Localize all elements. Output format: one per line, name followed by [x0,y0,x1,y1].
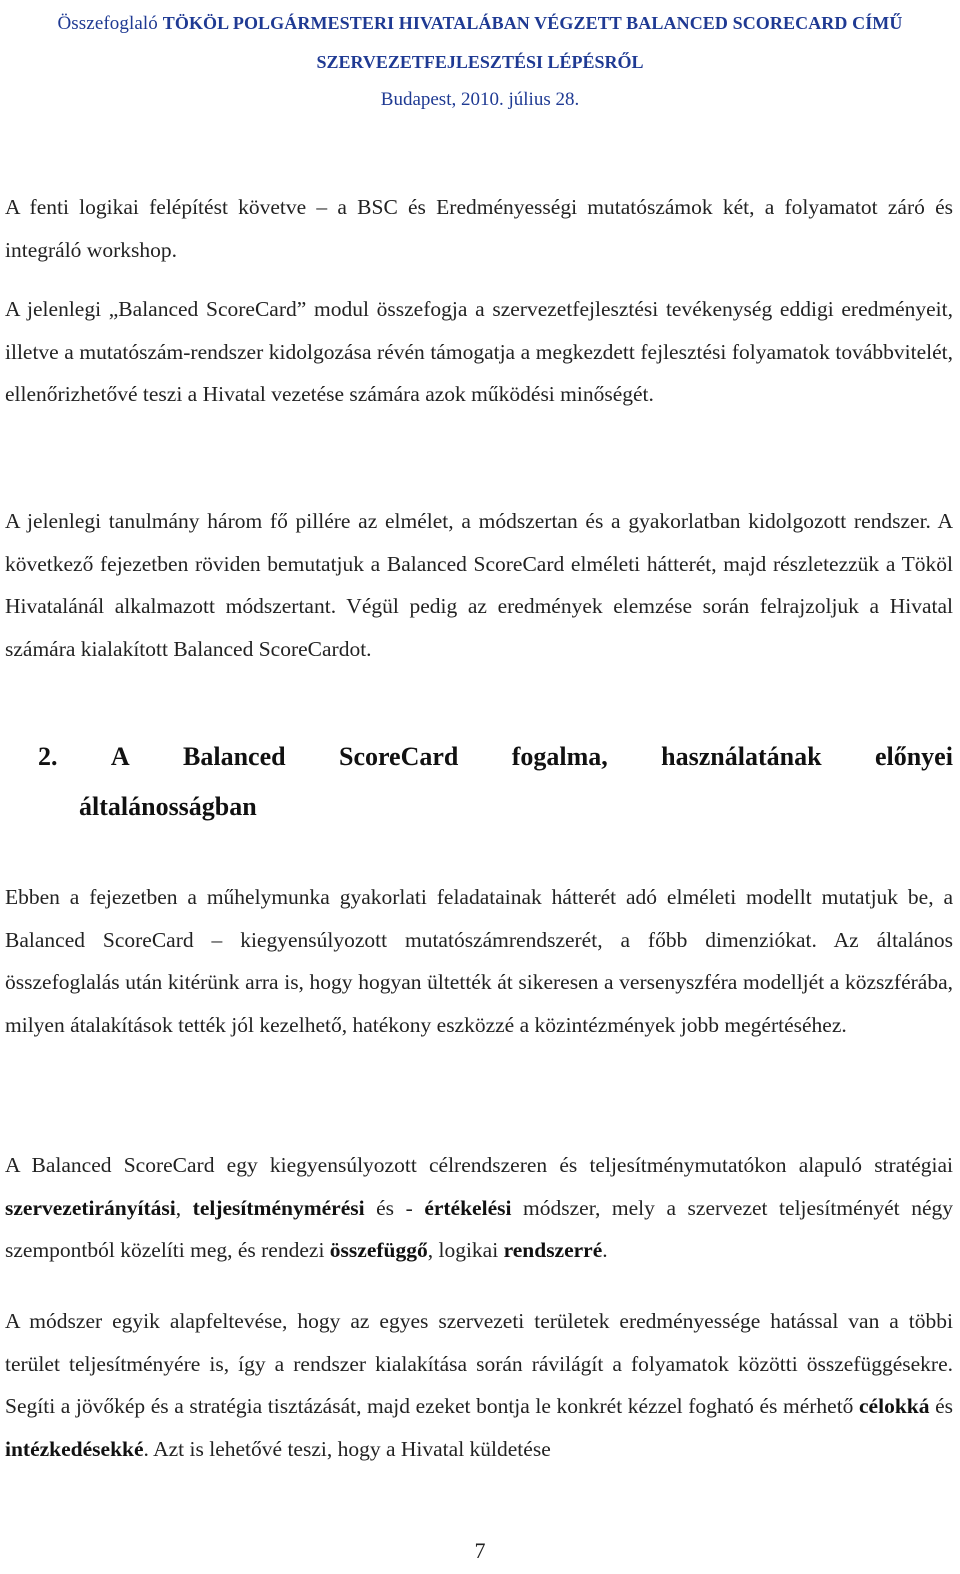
heading-word: Balanced [183,742,286,771]
heading-word: fogalma, [511,742,608,771]
paragraph-method-assumption: A módszer egyik alapfeltevése, hogy az egyes szervezeti területek eredményessége hatással van a többi terület teljesítményére is, így a rendszer kialakítása során rávilágít a folyamatok közötti összefüggésekre. Segíti a jövőkép és a stratégia tisztázását, majd ezeket bontja le konkrét kézzel fogható és mérhető célokká és intézkedésekké. Azt is lehetővé teszi, hogy a Hivatal küldetése [5,1309,953,1461]
section-heading [5,732,953,832]
header-title-caps: TÖKÖL POLGÁRMESTERI HIVATALÁBAN VÉGZETT BALANCED SCORECARD CÍMŰ [162,13,903,33]
heading-word: ScoreCard [338,742,459,771]
header-place-date: Budapest, 2010. július 28. [380,89,580,110]
section-heading-line1 [5,732,953,782]
page-header [0,4,960,119]
paragraph-study-pillars: A jelenlegi tanulmány három fő pillére az elmélet, a módszertan és a gyakorlatban kidolgozott rendszer. A következő fejezetben röviden bemutatjuk a Balanced ScoreCard elméleti hátterét, majd részletezzük a Tököl Hivatalánál alkalmazott módszertant. Végül pedig az eredmények elemzése során felrajzoljuk a Hivatal számára kialakított Balanced ScoreCardot. [5,509,953,661]
heading-word: használatának [661,742,822,771]
header-title-line2: SZERVEZETFEJLESZTÉSI LÉPÉSRŐL [316,52,644,72]
heading-word: előnyei [874,742,953,771]
heading-word: A [110,742,130,771]
paragraph-bsc-definition: A Balanced ScoreCard egy kiegyensúlyozott célrendszeren és teljesítménymutatókon alapuló stratégiai szervezetirányítási, teljesítménymérési és - értékelési módszer, mely a szervezet teljesítményét négy szempontból közelíti meg, és rendezi összefüggő, logikai rendszerré. [5,1153,953,1262]
header-prefix: Összefoglaló [57,13,163,34]
paragraph-workshop: A fenti logikai felépítést követve – a BSC és Eredményességi mutatószámok két, a folyamatot záró és integráló workshop. [5,195,953,262]
header-title-line1 [0,4,960,43]
heading-number: 2. [38,742,58,771]
section-heading-line2: általánosságban [79,792,257,821]
paragraph-module-summary: A jelenlegi „Balanced ScoreCard” modul összefogja a szervezetfejlesztési tevékenység eddigi eredményeit, illetve a mutatószám-rendszer kidolgozása révén támogatja a megkezdett fejlesztési folyamatok továbbvitelét, ellenőrizhetővé teszi a Hivatal vezetése számára azok működési minőségét. [5,297,953,406]
page-number: 7 [474,1538,486,1563]
paragraph-chapter-intro: Ebben a fejezetben a műhelymunka gyakorlati feladatainak hátterét adó elméleti modellt mutatjuk be, a Balanced ScoreCard – kiegyensúlyozott mutatószámrendszerét, a főbb dimenziókat. Az általános összefoglalás után kitérünk arra is, hogy hogyan ültették át sikeresen a versenyszféra modelljét a közszférába, milyen átalakítások tették jól kezelhető, hatékony eszközzé a közintézmények jobb megértéséhez. [5,885,953,1037]
